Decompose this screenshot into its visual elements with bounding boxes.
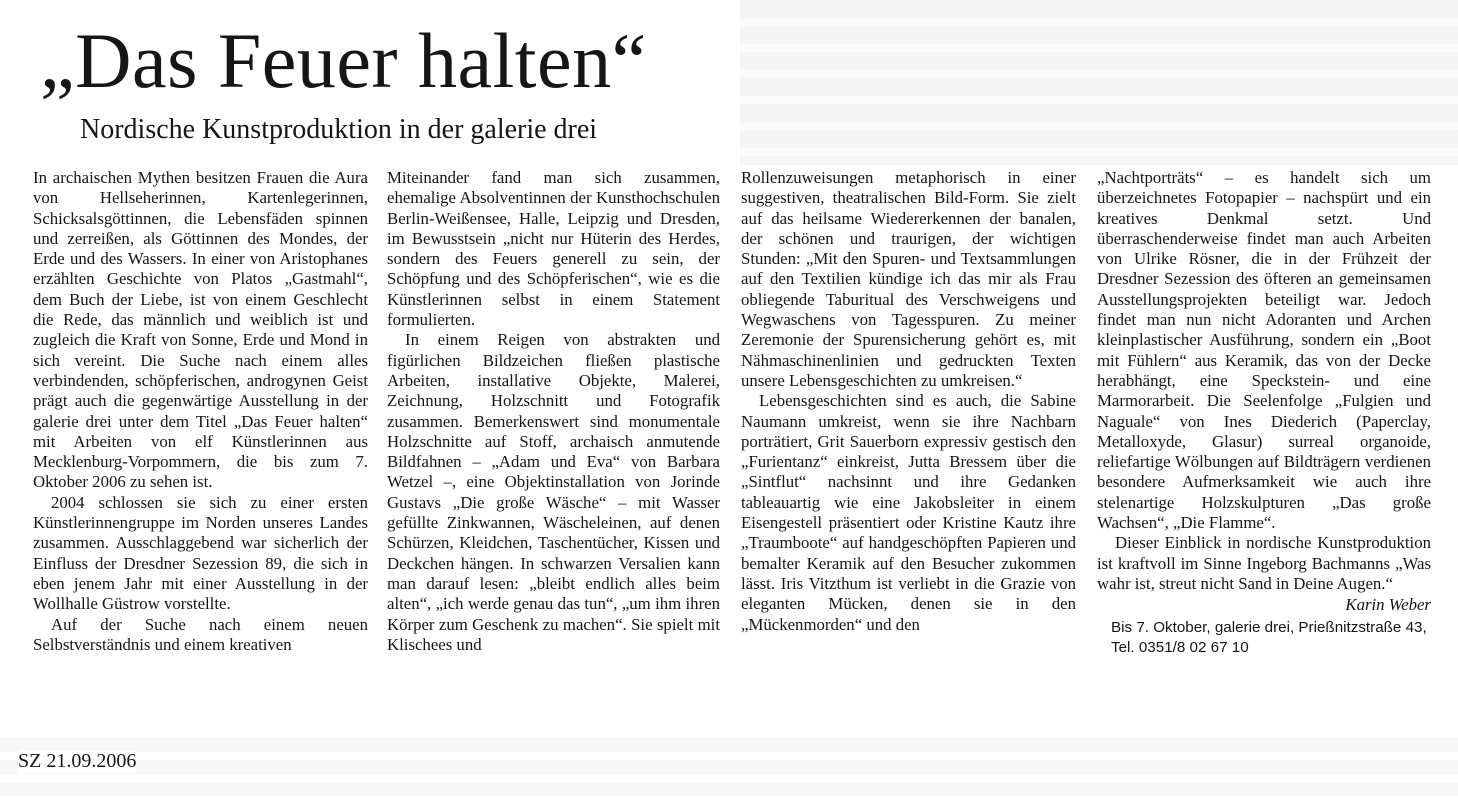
article-column-4 (1097, 168, 1431, 658)
paragraph: Rollenzuweisungen metaphorisch in einer suggestiven, theatralischen Bild-Form. Sie zielt auf das heilsame Wiedererkennen der banalen, der schönen und traurigen, der wichtigen Stunden: „Mit den Spuren- und Textsammlungen auf den Textilien kündige ich das mir als Frau obliegende Taburitual des Verschweigens und Wegwaschens von Tagesspuren. Zu meiner Zeremonie der Spurensicherung gehört es, mit Nähmaschinenlinien und gedruckten Texten unsere Lebensgeschichten zu umkreisen.“ (741, 168, 1076, 390)
background-bleed-through (740, 0, 1458, 165)
article-column-2 (387, 168, 720, 655)
paragraph: Dieser Einblick in nordische Kunstproduktion ist kraftvoll im Sinne Ingeborg Bachmanns „Was wahr ist, streut nicht Sand in Deine Augen.“ (1097, 533, 1431, 593)
author-byline: Karin Weber (1345, 595, 1431, 615)
article-column-3 (741, 168, 1076, 635)
paragraph: 2004 schlossen sie sich zu einer ersten Künstlerinnengruppe im Norden unseres Landes zusammen. Ausschlaggebend war sicherlich der Einfluss der Dresdner Sezession 89, die sich in eben jenem Jahr mit einer Ausstellung in der Wollhalle Güstrow vorstellte. (33, 492, 368, 614)
paragraph: Auf der Suche nach einem neuen Selbstverständnis und einem kreativen (33, 614, 368, 654)
source-date-label: SZ 21.09.2006 (18, 750, 137, 772)
paragraph: In archaischen Mythen besitzen Frauen die Aura von Hellseherinnen, Kartenlegerinnen, Schicksalsgöttinnen, die Lebensfäden spinnen und zerreißen, als Göttinnen des Mondes, der Erde und des Wassers. In einer von Aristophanes erzählten Geschichte von Platos „Gastmahl“, dem Buch der Liebe, ist von einem Geschlecht die Rede, das männlich und weiblich ist und zugleich die Kraft von Sonne, Erde und Mond in sich vereint. Die Suche nach einem alles verbindenden, schöpferischen, androgynen Geist prägt auch die gegenwärtige Ausstellung in der galerie drei unter dem Titel „Das Feuer halten“ mit Arbeiten von elf Künstlerinnen aus Mecklenburg-Vorpommern, die bis zum 7. Oktober 2006 zu sehen ist. (33, 168, 368, 492)
subheadline: Nordische Kunstproduktion in der galerie drei (80, 114, 598, 145)
paragraph: Lebensgeschichten sind es auch, die Sabine Naumann umkreist, wenn sie ihre Nachbarn porträtiert, Grit Sauerborn expressiv gestisch den „Furientanz“ einkreist, Jutta Bressem über die „Sintflut“ nachsinnt und ihre Gedanken tableauartig wie eine Jakobsleiter in einem Eisengestell präsentiert oder Kristine Kautz ihre „Traumboote“ auf handgeschöpften Papieren und bemalter Keramik auf den Besucher zukommen lässt. Iris Vitzthum ist verliebt in die Grazie von eleganten Mücken, denen sie in den „Mückenmorden“ und den (741, 391, 1076, 634)
background-bleed-through-bottom (0, 738, 1458, 798)
paragraph: Miteinander fand man sich zusammen, ehemalige Absolventinnen der Kunsthochschulen Berlin-Weißensee, Halle, Leipzig und Dresden, im Bewusstsein „nicht nur Hüterin des Herdes, sondern des Feuers generell zu sein, der Schöpfung und des Schöpferischen“, wie es die Künstlerinnen selbst in einem Statement formulierten. (387, 168, 720, 330)
exhibition-info: Bis 7. Oktober, galerie drei, Prießnitzstraße 43, Tel. 0351/8 02 67 10 (1111, 618, 1427, 656)
article-column-1 (33, 168, 368, 655)
paragraph: In einem Reigen von abstrakten und figürlichen Bildzeichen fließen plastische Arbeiten, installative Objekte, Malerei, Zeichnung, Holzschnitt und Fotografik zusammen. Bemerkenswert sind monumentale Holzschnitte auf Stoff, archaisch anmutende Bildfahnen – „Adam und Eva“ von Barbara Wetzel –, eine Objektinstallation von Jorinde Gustavs „Die große Wäsche“ – mit Wasser gefüllte Zinkwannen, Wäscheleinen, auf denen Schürzen, Kleidchen, Taschentücher, Kissen und Deckchen hängen. In schwarzen Versalien kann man darauf lesen: „bleibt endlich alles beim alten“, „ich werde genau das tun“, „um ihm ihren Körper zum Geschenk zu machen“. Sie spielt mit Klischees und (387, 330, 720, 654)
paragraph: „Nachtporträts“ – es handelt sich um überzeichnetes Fotopapier – nachspürt und ein kreatives Denkmal setzt. Und überraschenderweise findet man auch Arbeiten von Ulrike Rösner, die in der Frühzeit der Dresdner Sezession des öfteren an gemeinsamen Ausstellungsprojekten beteiligt war. Jedoch findet man nun nicht Adoranten und Archen kleinplastischer Ausführung, sondern ein „Boot mit Fühlern“ aus Keramik, das von der Decke herabhängt, eine Speckstein- und eine Marmorarbeit. Die Seelenfolge „Fulgien und Naguale“ von Ines Diederich (Paperclay, Metalloxyde, Glasur) surreal organoide, reliefartige Wölbungen auf Bildträgern verdienen besondere Aufmerksamkeit wie auch ihre stelenartige Holzskulpturen „Das große Wachsen“, „Die Flamme“. (1097, 168, 1431, 533)
headline: „Das Feuer halten“ (40, 17, 647, 104)
